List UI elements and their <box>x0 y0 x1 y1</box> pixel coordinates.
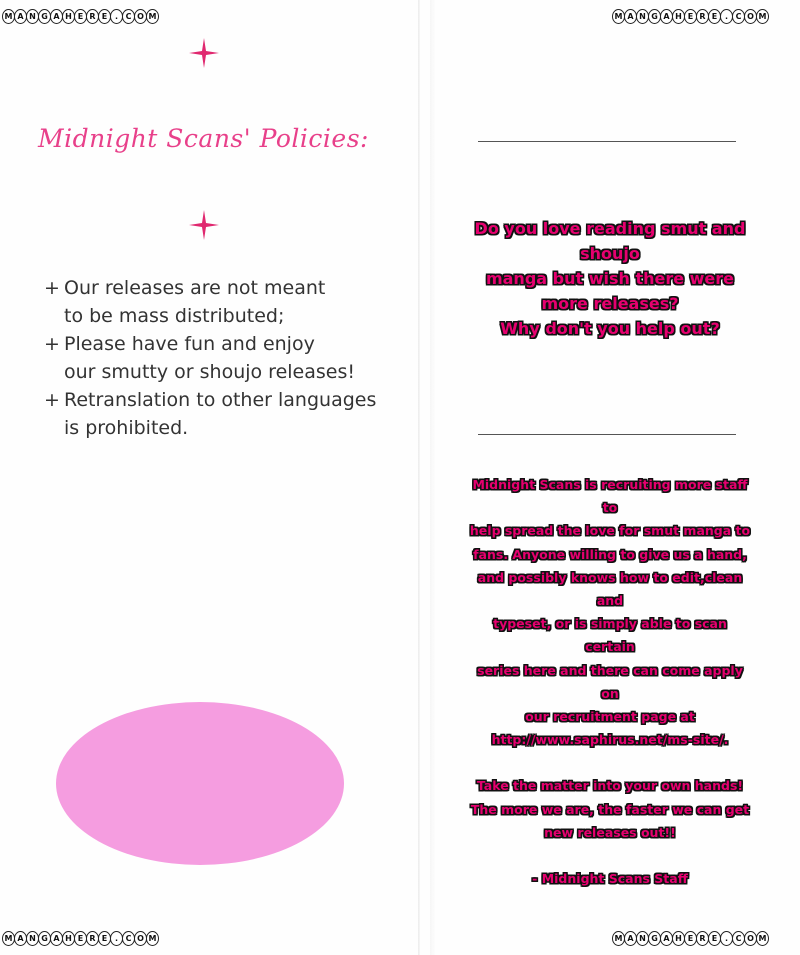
watermark-letter: N <box>636 9 649 24</box>
policy-item <box>44 386 404 442</box>
watermark-letter: E <box>74 9 87 24</box>
watermark-letter: . <box>720 9 733 24</box>
watermark-letter: C <box>122 931 135 946</box>
policy-item <box>44 274 404 330</box>
watermark-letter: M <box>612 931 625 946</box>
policy-item <box>44 330 404 386</box>
watermark-letter: C <box>732 9 745 24</box>
divider-line <box>478 141 736 142</box>
policy-text: Our releases are not meant to be mass distributed; <box>64 277 326 327</box>
spacer <box>468 844 752 867</box>
policy-title: Midnight Scans' Policies: <box>38 124 369 153</box>
watermark-letter: M <box>756 9 769 24</box>
watermark-letter: H <box>62 931 75 946</box>
watermark-letter: . <box>720 931 733 946</box>
watermark-letter: E <box>98 9 111 24</box>
watermark-letter: R <box>86 931 99 946</box>
watermark-letter: A <box>14 9 27 24</box>
body-line: and possibly knows how to edit,clean and <box>477 569 743 609</box>
closing-line: Take the matter into your own hands! <box>476 778 744 794</box>
recruit-headline <box>462 216 758 341</box>
watermark-letter: G <box>38 931 51 946</box>
watermark-letter: A <box>50 931 63 946</box>
watermark-letter: O <box>134 9 147 24</box>
watermark-letter: A <box>14 931 27 946</box>
watermark-letter: R <box>86 9 99 24</box>
policy-list <box>44 274 404 442</box>
watermark-letter: H <box>672 9 685 24</box>
sparkle-icon <box>189 38 219 68</box>
body-line: fans. Anyone willing to give us a hand, <box>473 546 747 562</box>
watermark-letter: E <box>74 931 87 946</box>
body-line: help spread the love for smut manga to <box>469 523 751 539</box>
watermark-letter: M <box>756 931 769 946</box>
policy-text: Retranslation to other languages is prohibited. <box>64 389 377 439</box>
watermark-letter: E <box>708 931 721 946</box>
watermark-letter: M <box>2 931 15 946</box>
recruit-body <box>468 473 752 890</box>
watermark-letter: . <box>110 931 123 946</box>
watermark-letter: E <box>708 9 721 24</box>
body-line: our recruitment page at <box>525 709 695 725</box>
body-line: series here and there can come apply on <box>477 662 743 701</box>
bullet: + <box>44 277 60 299</box>
watermark-letter: M <box>146 931 159 946</box>
watermark-letter: C <box>732 931 745 946</box>
bullet: + <box>44 389 60 411</box>
headline-line: Why don't you help out? <box>500 319 720 338</box>
watermark-letter: A <box>624 9 637 24</box>
page-fold <box>418 0 420 955</box>
watermark-letter: G <box>648 931 661 946</box>
watermark-letter: N <box>26 9 39 24</box>
watermark-letter: A <box>50 9 63 24</box>
watermark-letter: O <box>744 931 757 946</box>
watermark-letter: O <box>744 9 757 24</box>
watermark-letter: N <box>26 931 39 946</box>
watermark-bottom-left <box>2 929 158 947</box>
watermark-letter: H <box>62 9 75 24</box>
body-line: Midnight Scans is recruiting more staff to <box>472 477 748 516</box>
watermark-letter: C <box>122 9 135 24</box>
closing-line: new releases out!! <box>544 824 676 840</box>
watermark-letter: O <box>134 931 147 946</box>
watermark-letter: G <box>648 9 661 24</box>
watermark-letter: . <box>110 9 123 24</box>
watermark-letter: H <box>672 931 685 946</box>
watermark-letter: E <box>684 931 697 946</box>
page-fold-shadow <box>430 0 436 955</box>
watermark-letter: M <box>612 9 625 24</box>
recruit-link[interactable]: http://www.saphirus.net/ms-site/. <box>491 732 729 748</box>
signature: - Midnight Scans Staff <box>532 871 688 887</box>
sparkle-icon <box>189 210 219 240</box>
watermark-letter: G <box>38 9 51 24</box>
closing-line: The more we are, the faster we can get <box>470 801 750 817</box>
watermark-letter: N <box>636 931 649 946</box>
divider-line <box>478 434 736 435</box>
bullet: + <box>44 333 60 355</box>
watermark-letter: E <box>684 9 697 24</box>
watermark-bottom-right <box>612 929 768 947</box>
watermark-letter: R <box>696 931 709 946</box>
headline-line: more releases? <box>541 294 679 313</box>
headline-line: manga but wish there were <box>485 269 735 288</box>
watermark-letter: A <box>660 9 673 24</box>
watermark-letter: M <box>2 9 15 24</box>
watermark-top-left <box>2 7 158 25</box>
headline-line: Do you love reading smut and shoujo <box>474 219 746 263</box>
watermark-letter: E <box>98 931 111 946</box>
pink-oval-decoration <box>56 702 344 865</box>
policy-text: Please have fun and enjoy our smutty or shoujo releases! <box>64 333 355 383</box>
watermark-top-right <box>612 7 768 25</box>
spacer <box>468 751 752 774</box>
watermark-letter: R <box>696 9 709 24</box>
watermark-letter: A <box>624 931 637 946</box>
watermark-letter: M <box>146 9 159 24</box>
watermark-letter: A <box>660 931 673 946</box>
body-line: typeset, or is simply able to scan certain <box>493 616 727 655</box>
